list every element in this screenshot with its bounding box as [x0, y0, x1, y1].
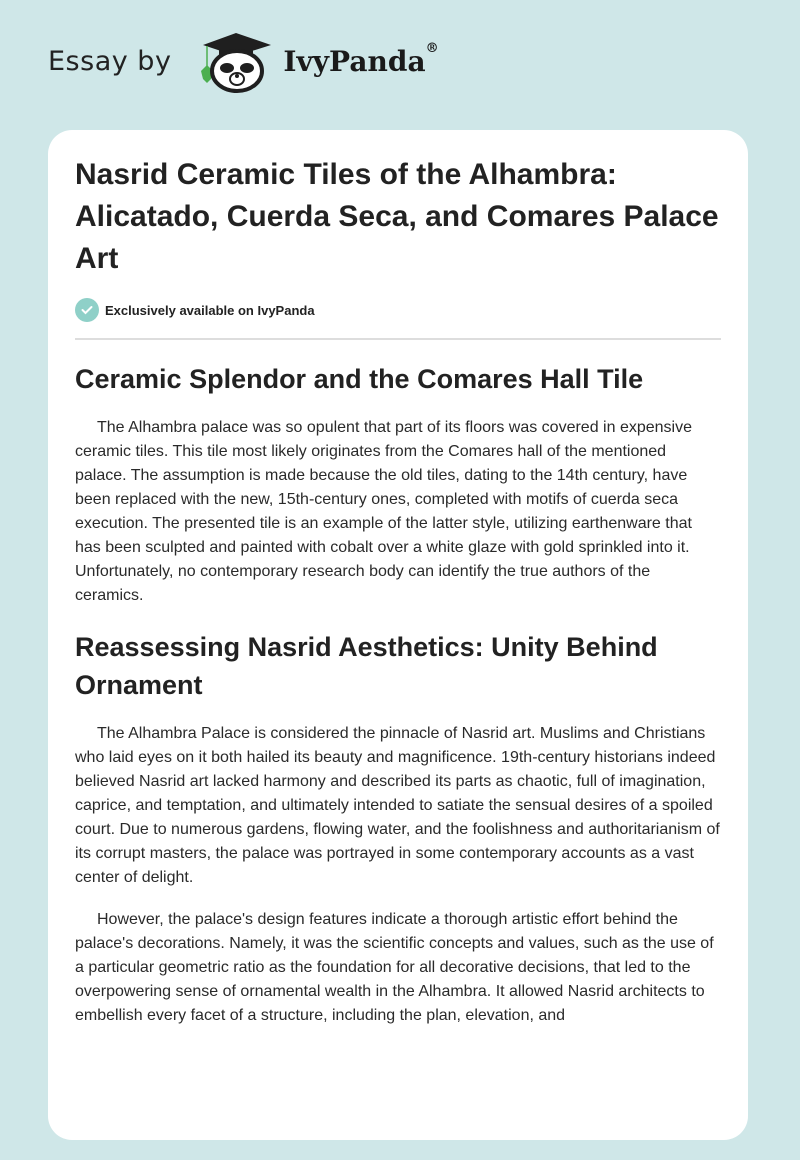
essay-title: Nasrid Ceramic Tiles of the Alhambra: Alicatado, Cuerda Seca, and Comares Palace Art [75, 158, 719, 275]
paragraph: The Alhambra Palace is considered the pinnacle of Nasrid art. Muslims and Christians who laid eyes on it both hailed its beauty and magnificence. 19th-century historians indeed believed Nasrid art lacked harmony and described its parts as chaotic, full of imagination, caprice, and temptation, and ultimately intended to satiate the sensual desires of a spoiled court. Due to numerous gardens, flowing water, and the foolishness and authoritarianism of its corrupt masters, the palace was portrayed in some contemporary accounts as a vast center of delight. [75, 725, 720, 886]
brand-text: IvyPanda [283, 44, 426, 78]
paragraph: However, the palace's design features indicate a thorough artistic effort behind the palace's decorations. Namely, it was the scientific concepts and values, such as the use of a particular geometric ratio as the foundation for all decorative decisions, that led to the overpowering sense of ornamental wealth in the Alhambra. It allowed Nasrid architects to embellish every facet of a structure, including the plan, elevation, and [75, 911, 714, 1024]
divider [75, 338, 721, 340]
paragraph: The Alhambra palace was so opulent that part of its floors was covered in expensive ceramic tiles. This tile most likely originates from the Comares hall of the mentioned palace. The assumption is made because the old tiles, dating to the 14th century, have been replaced with the new, 15th-century ones, completed with motifs of cuerda seca execution. The presented tile is an example of the latter style, utilizing earthenware that has been sculpted and painted with cobalt over a white glaze with gold sprinkled into it. Unfortunately, no contemporary research body can identify the true authors of the ceramics. [75, 419, 692, 604]
section-heading: Ceramic Splendor and the Comares Hall Tile [75, 364, 644, 394]
brand-header [48, 36, 439, 86]
essay-card [48, 130, 748, 1140]
brand-name [283, 40, 439, 78]
ivypanda-logo-icon [191, 29, 281, 93]
registered-mark: ® [425, 40, 439, 56]
essay-by-label: Essay by [48, 45, 172, 77]
exclusive-badge [75, 298, 721, 322]
section-heading: Reassessing Nasrid Aesthetics: Unity Behind Ornament [75, 632, 658, 700]
exclusive-label: Exclusively available on IvyPanda [105, 302, 315, 318]
check-icon [75, 298, 99, 322]
